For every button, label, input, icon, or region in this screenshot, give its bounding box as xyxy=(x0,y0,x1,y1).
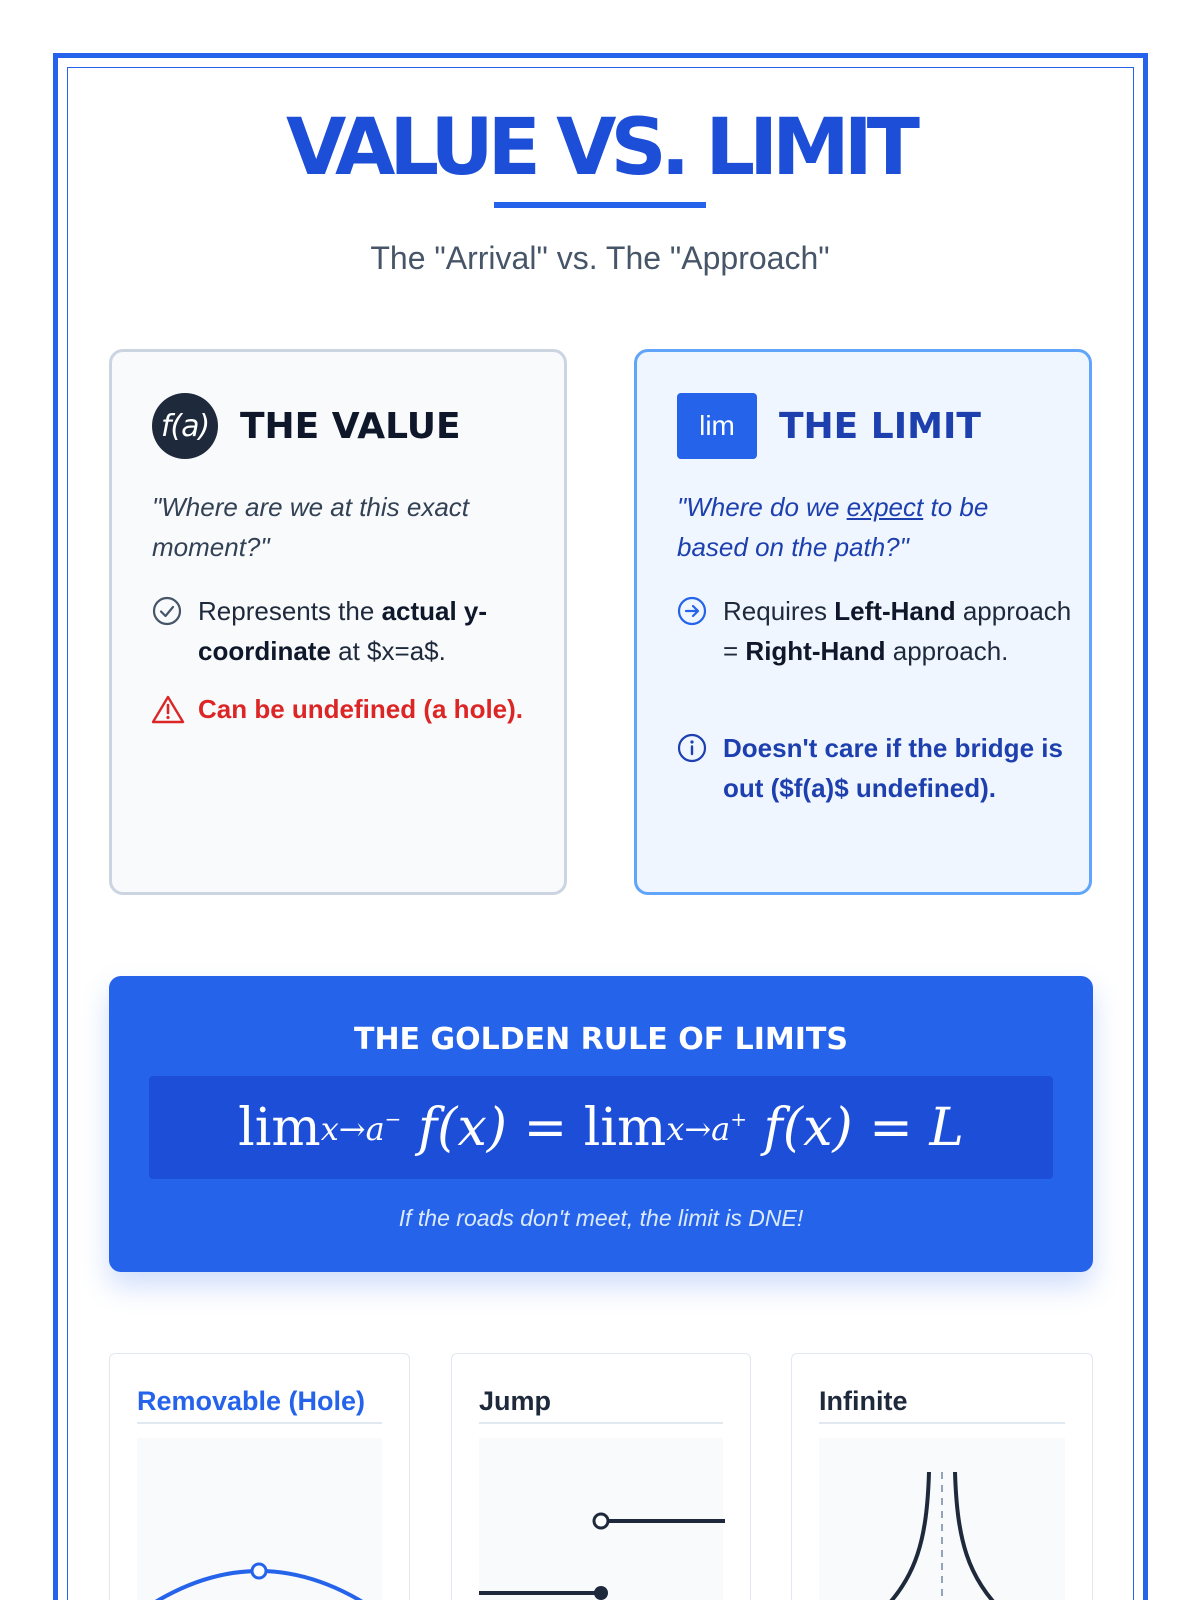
limit-card-quote xyxy=(677,487,1057,567)
golden-rule-note: If the roads don't meet, the limit is DNE! xyxy=(398,1205,804,1231)
value-bullet-text: Represents the xyxy=(198,596,382,626)
formula-lim-left: lim xyxy=(238,1097,321,1158)
infinite-divider xyxy=(819,1422,1065,1424)
limit-card xyxy=(634,349,1092,895)
function-badge-icon: f(a) xyxy=(152,393,218,459)
lim-badge-icon: lim xyxy=(677,393,757,459)
limit-bullet-undefined xyxy=(677,728,1072,808)
formula-equals-1: = xyxy=(523,1097,568,1158)
infinite-plot xyxy=(819,1438,1065,1600)
limit-bullet-sides xyxy=(677,591,1072,671)
check-circle-icon xyxy=(152,591,198,671)
value-card-quote: "Where are we at this exact moment?" xyxy=(152,492,470,562)
limit-bullet-undefined-text: Doesn't care if the bridge is out ($f(a)$ undefined). xyxy=(723,733,1063,803)
formula-left-sup: − xyxy=(384,1107,402,1131)
jump-title: Jump xyxy=(479,1386,552,1416)
formula-right-sub-text: x→a xyxy=(666,1110,731,1148)
jump-discontinuity-card xyxy=(451,1353,751,1600)
infinite-discontinuity-card xyxy=(791,1353,1093,1600)
limit-card-header xyxy=(677,392,981,460)
value-card-header xyxy=(152,392,461,460)
limit-bullet-tail: approach. xyxy=(885,636,1009,666)
formula-right-subscript xyxy=(666,1107,747,1148)
limit-quote-emphasis: expect xyxy=(846,492,924,522)
title-underline xyxy=(494,202,706,208)
value-card-title: THE VALUE xyxy=(240,405,461,447)
warning-triangle-icon xyxy=(152,689,198,737)
removable-hole xyxy=(252,1564,266,1578)
info-circle-icon xyxy=(677,728,723,808)
page-title: VALUE VS. LIMIT xyxy=(285,103,915,193)
value-bullet-bold: actual y-coordinate xyxy=(198,596,488,666)
infinite-title: Infinite xyxy=(819,1386,908,1416)
removable-title: Removable (Hole) xyxy=(137,1386,366,1416)
golden-rule-panel xyxy=(109,976,1093,1272)
infinite-right-branch xyxy=(955,1472,1005,1600)
value-bullet-actual xyxy=(152,591,547,671)
removable-divider xyxy=(137,1422,382,1424)
arrow-right-circle-icon xyxy=(677,591,723,671)
limit-card-title: THE LIMIT xyxy=(779,405,981,447)
limit-bullet-text: Requires xyxy=(723,596,835,626)
formula-left-subscript xyxy=(321,1107,402,1148)
formula-fx-right: f(x) xyxy=(763,1097,853,1158)
jump-divider xyxy=(479,1422,723,1424)
infinite-left-branch xyxy=(879,1472,929,1600)
formula-L: L xyxy=(929,1097,964,1158)
formula-fx-left: f(x) xyxy=(417,1097,508,1158)
limit-bullet-mid: approach = xyxy=(723,596,1072,666)
golden-rule-title: THE GOLDEN RULE OF LIMITS xyxy=(353,1022,849,1057)
value-bullet-tail: at $x=a$. xyxy=(330,636,446,666)
formula-right-sup: + xyxy=(730,1107,748,1131)
jump-plot xyxy=(479,1438,723,1600)
formula-lim-right: lim xyxy=(583,1097,667,1158)
value-bullet-undefined-text: Can be undefined (a hole). xyxy=(198,694,524,724)
removable-discontinuity-card xyxy=(109,1353,410,1600)
page-subtitle: The "Arrival" vs. The "Approach" xyxy=(370,240,830,276)
limit-quote-start: "Where do we xyxy=(677,492,847,522)
limit-bullet-right-hand: Right-Hand xyxy=(745,636,886,666)
limit-quote-end: to be based on the path?" xyxy=(677,492,989,562)
limit-bullet-left-hand: Left-Hand xyxy=(834,596,956,626)
value-bullet-undefined xyxy=(152,689,547,737)
jump-closed-point xyxy=(594,1586,608,1600)
formula-left-sub-text: x→a xyxy=(320,1110,385,1148)
removable-plot xyxy=(137,1438,382,1600)
value-card xyxy=(109,349,567,895)
jump-open-point xyxy=(594,1514,608,1528)
formula-equals-2: = xyxy=(869,1097,913,1158)
golden-rule-formula xyxy=(149,1076,1053,1179)
